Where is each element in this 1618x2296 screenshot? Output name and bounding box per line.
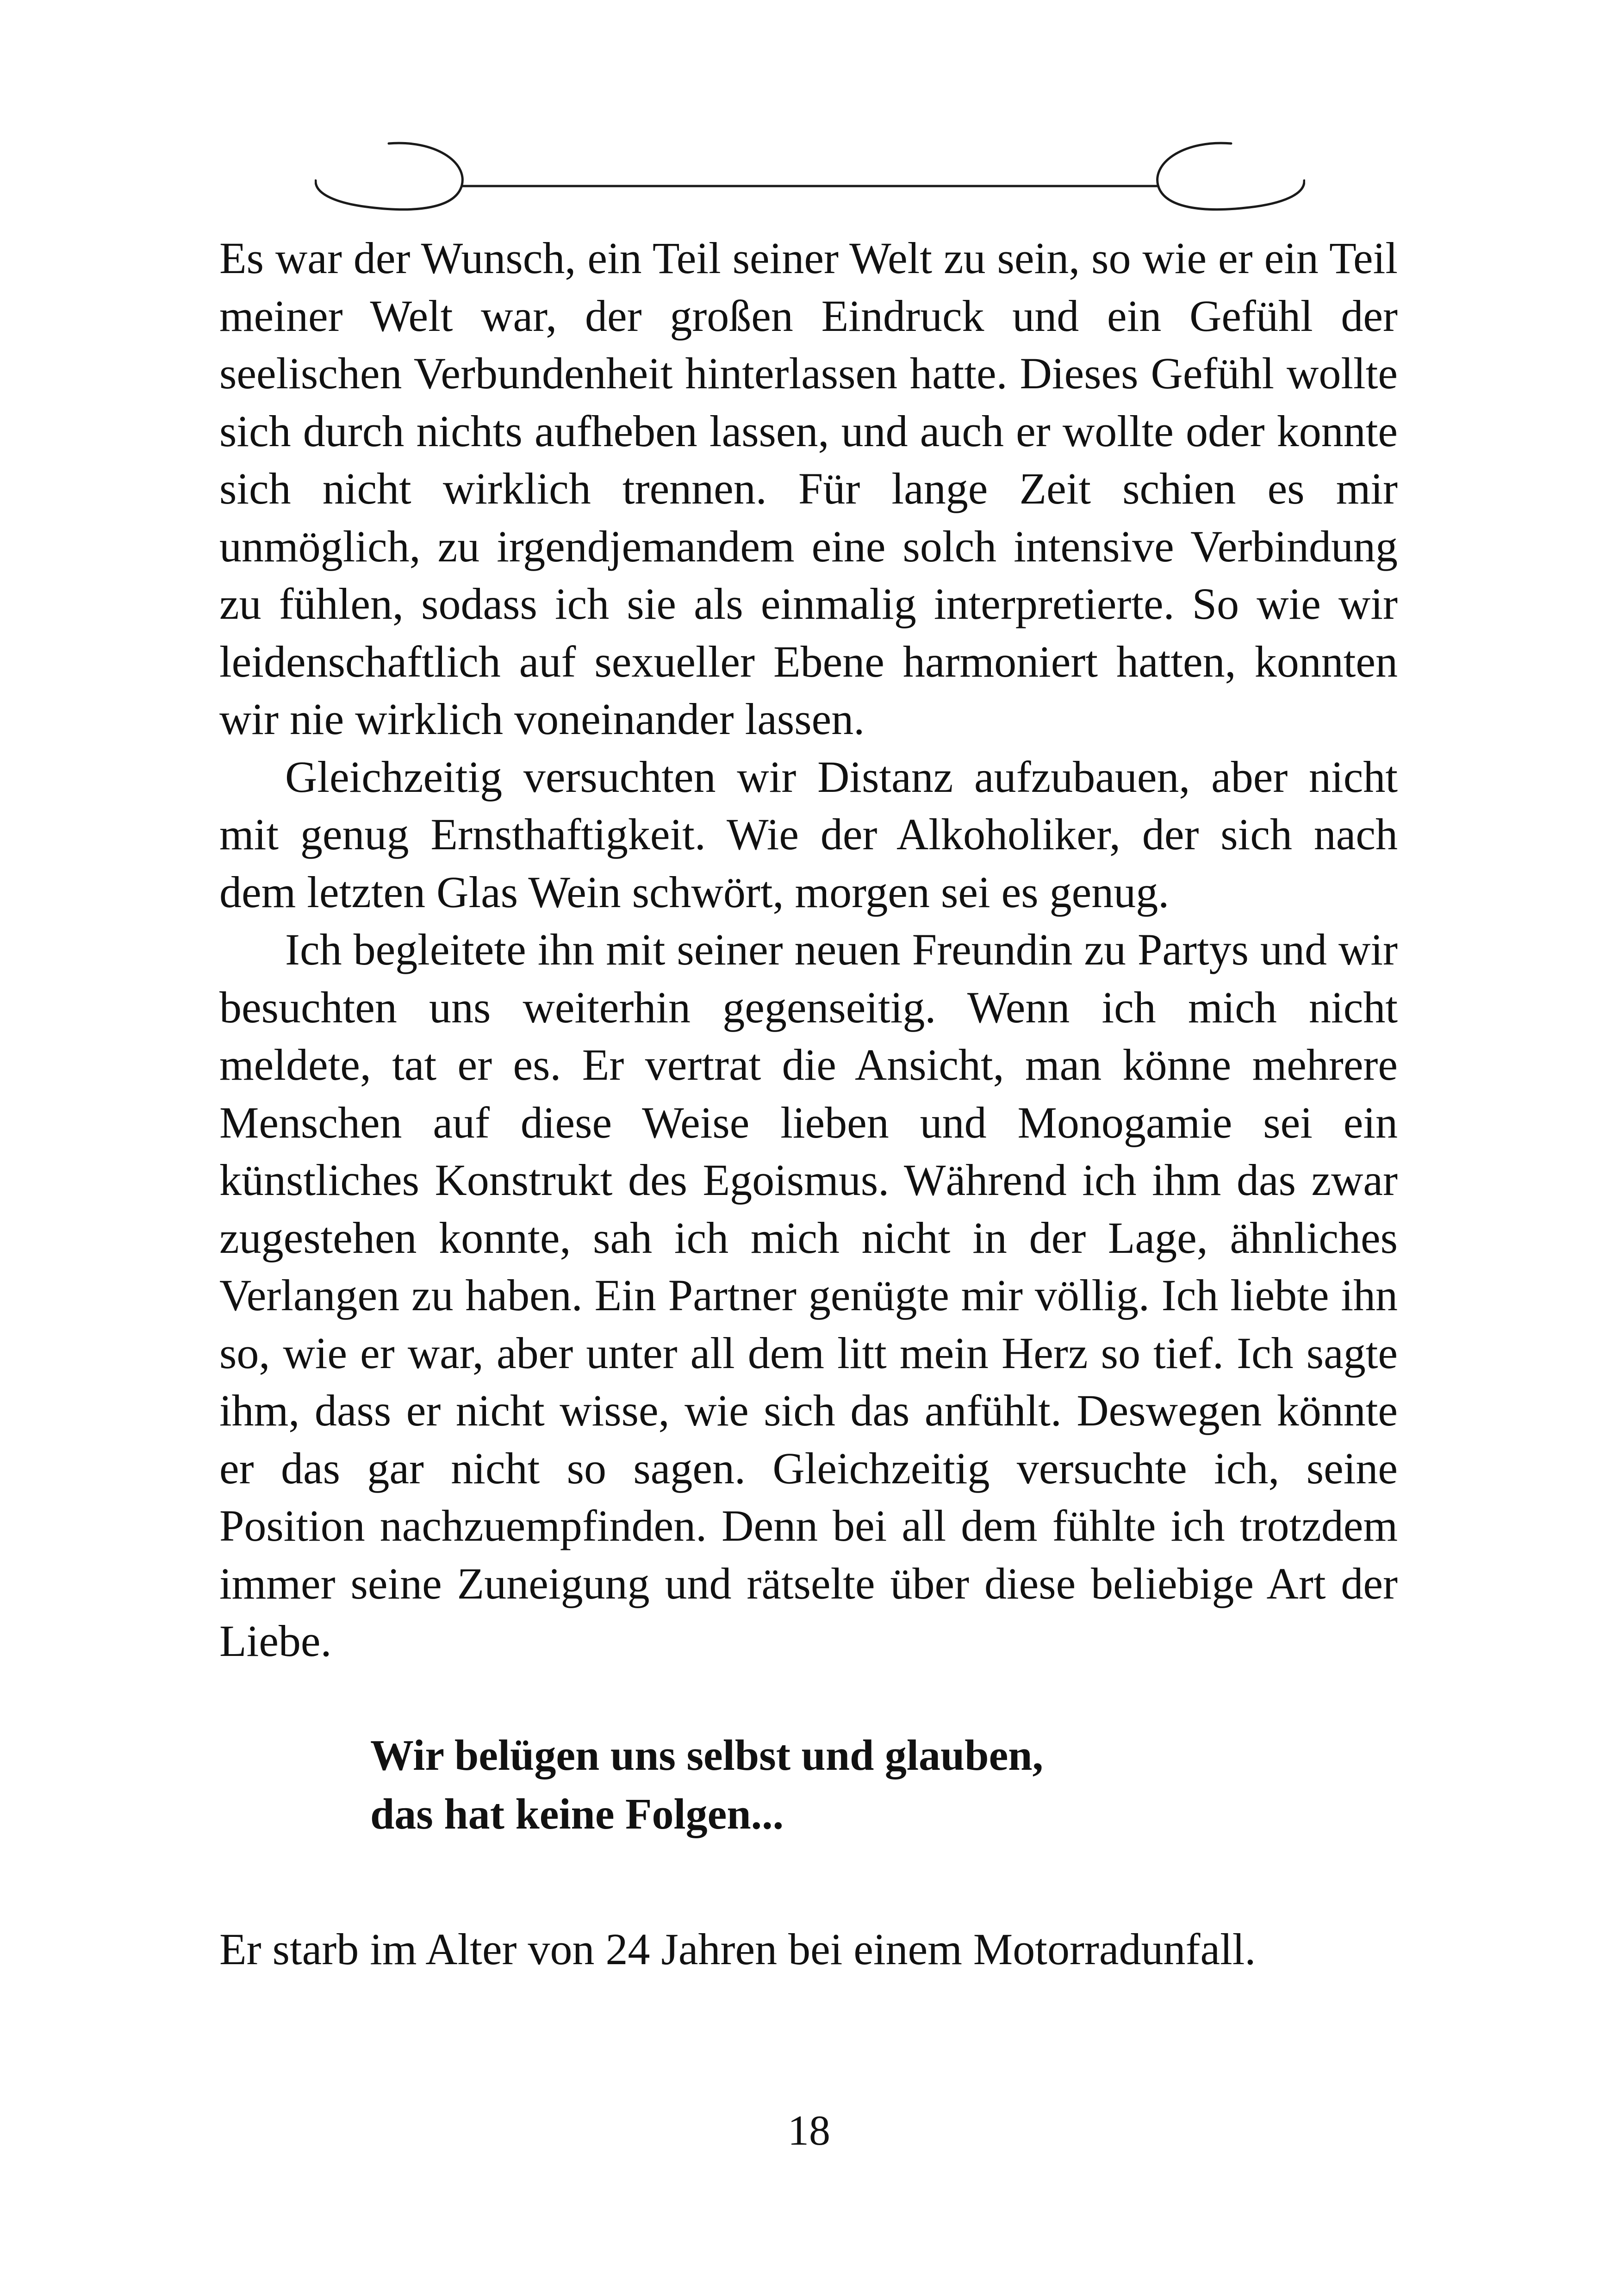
paragraph-2: Gleichzeitig versuchten wir Distanz aufzubauen, aber nicht mit genug Ernsthaftigkeit. Wie der Alkoholiker, der sich nach dem letzten Glas Wein schwört, morgen sei es genug. [219, 752, 1398, 917]
page-number: 18 [788, 2107, 830, 2154]
pull-quote-line-2: das hat keine Folgen... [370, 1790, 784, 1838]
header-ornament-icon [315, 134, 1305, 227]
closing-sentence: Er starb im Alter von 24 Jahren bei einem Motorradunfall. [219, 1924, 1256, 1974]
pull-quote [370, 1726, 1342, 1844]
body-text [219, 230, 1398, 1670]
pull-quote-line-1: Wir belügen uns selbst und glauben, [370, 1731, 1044, 1780]
paragraph-1: Es war der Wunsch, ein Teil seiner Welt zu sein, so wie er ein Teil meiner Welt war, der großen Eindruck und ein Gefühl der seelischen Verbundenheit hinterlassen hatte. Dieses Gefühl wollte sich durch nichts aufheben lassen, und auch er wollte oder konnte sich nicht wirklich trennen. Für lange Zeit schien es mir unmöglich, zu irgendjemandem eine solch intensive Verbindung zu fühlen, sodass ich sie als einmalig interpretierte. So wie wir leidenschaftlich auf sexueller Ebene harmoniert hatten, konnten wir nie wirklich voneinander lassen. [219, 233, 1398, 744]
paragraph-3: Ich begleitete ihn mit seiner neuen Freundin zu Partys und wir besuchten uns weiterhin gegenseitig. Wenn ich mich nicht meldete, tat er es. Er vertrat die Ansicht, man könne mehrere Menschen auf diese Weise lieben und Monogamie sei ein künstliches Konstrukt des Egoismus. Während ich ihm das zwar zugestehen konnte, sah ich mich nicht in der Lage, ähnliches Verlangen zu haben. Ein Partner genügte mir völlig. Ich liebte ihn so, wie er war, aber unter all dem litt mein Herz so tief. Ich sagte ihm, dass er nicht wisse, wie sich das anfühlt. Deswegen könnte er das gar nicht so sagen. Gleichzeitig versuchte ich, seine Position nachzuempfinden. Denn bei all dem fühlte ich trotzdem immer seine Zuneigung und rätselte über diese beliebige Art der Liebe. [219, 925, 1398, 1666]
